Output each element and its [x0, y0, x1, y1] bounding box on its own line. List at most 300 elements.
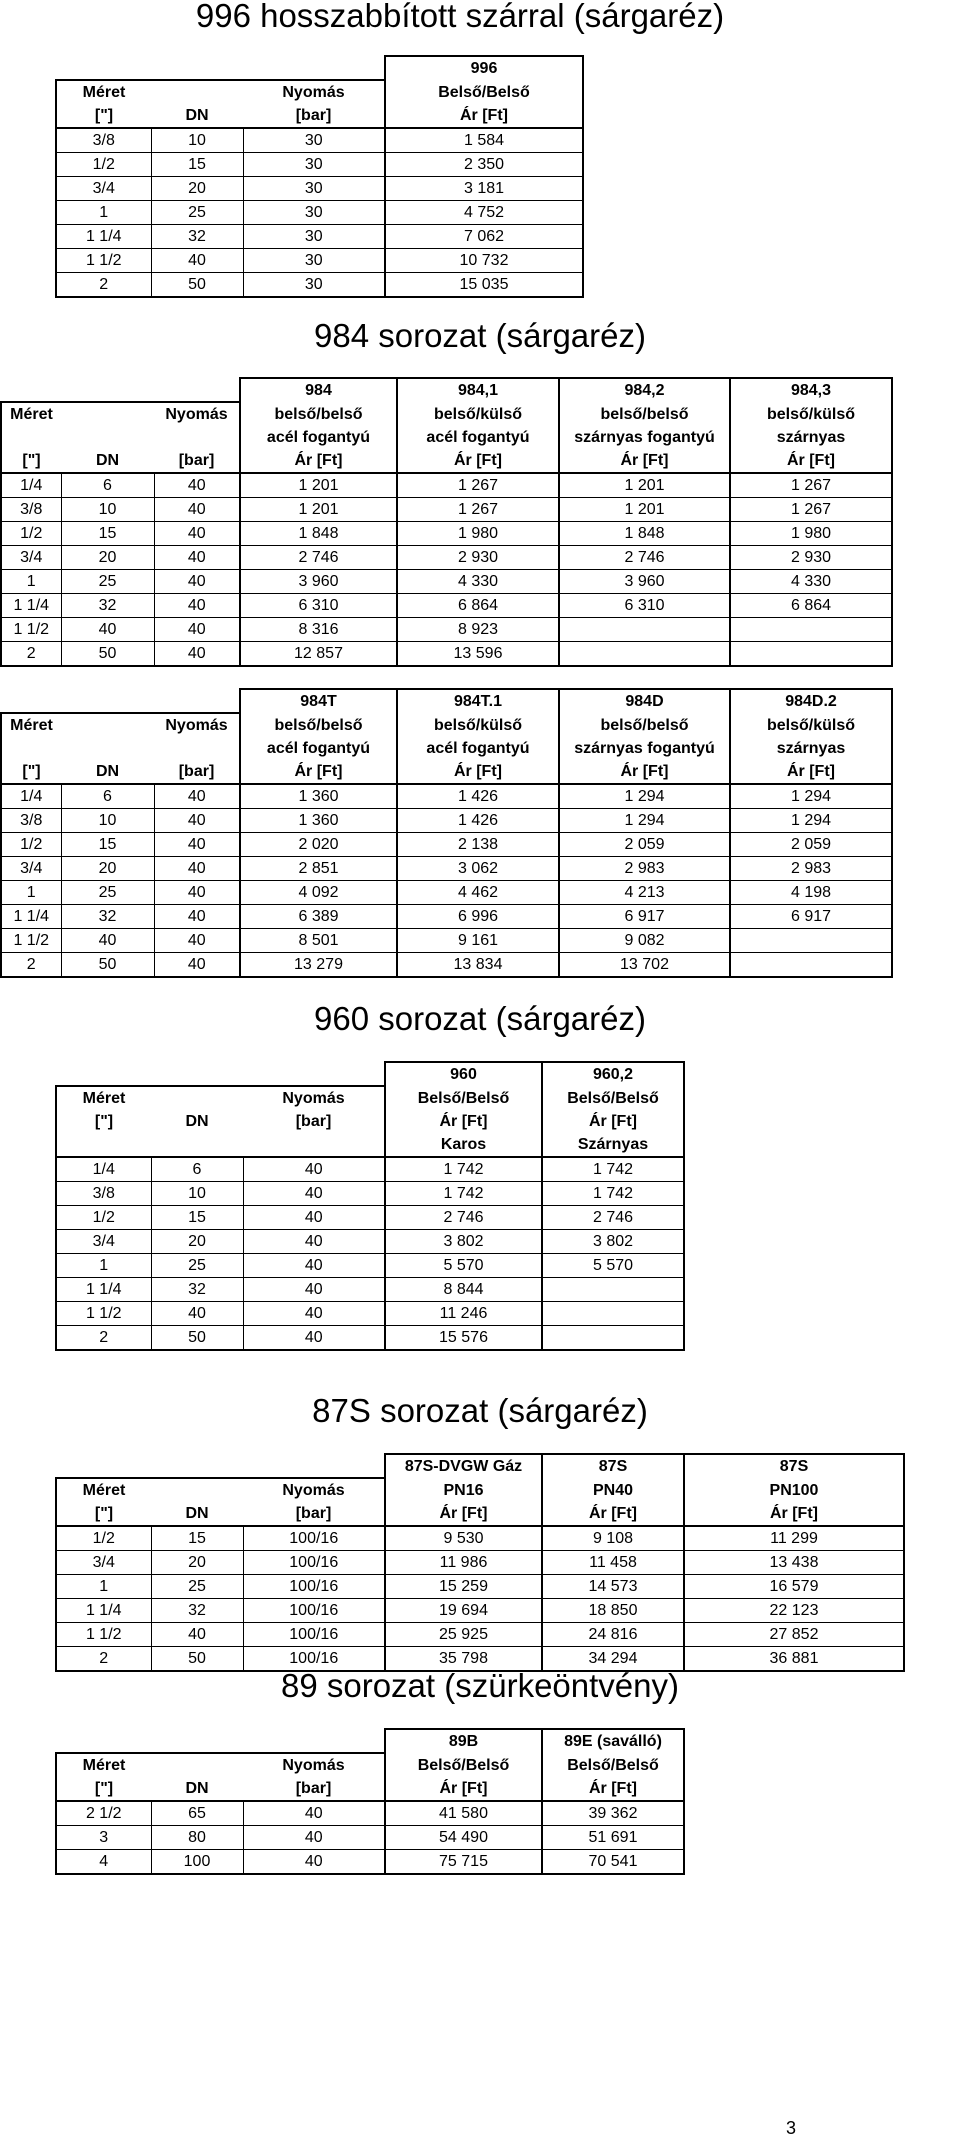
- header-cell: [151, 1478, 243, 1502]
- header-cell: [bar]: [243, 104, 385, 128]
- header-row: [56, 1753, 684, 1777]
- table-cell: 20: [151, 177, 243, 201]
- table-cell: 100/16: [243, 1647, 385, 1672]
- header-cell: acél fogantyú: [240, 737, 397, 760]
- table-row: [1, 953, 892, 978]
- table-cell: 8 501: [240, 929, 397, 953]
- table-cell: 2 983: [730, 857, 892, 881]
- table-cell: 2 138: [397, 833, 559, 857]
- table-cell: 6: [61, 473, 154, 498]
- table-cell: 100/16: [243, 1526, 385, 1551]
- header-cell: Belső/Belső: [542, 1086, 684, 1110]
- table-cell: [730, 618, 892, 642]
- table-cell: 10: [151, 1182, 243, 1206]
- table-cell: 100/16: [243, 1623, 385, 1647]
- table-cell: 1/2: [1, 833, 61, 857]
- header-cell: Belső/Belső: [385, 1753, 542, 1777]
- table-cell: 70 541: [542, 1850, 684, 1875]
- table-cell: 50: [61, 953, 154, 978]
- header-cell: Szárnyas: [542, 1133, 684, 1157]
- table-cell: [542, 1326, 684, 1351]
- header-cell: ["]: [56, 1777, 151, 1801]
- header-cell: Ár [Ft]: [385, 1502, 542, 1526]
- table-cell: 32: [151, 225, 243, 249]
- header-cell: 984: [240, 378, 397, 402]
- table-cell: 6 310: [559, 594, 730, 618]
- table-cell: 8 923: [397, 618, 559, 642]
- table-cell: 1 1/2: [1, 929, 61, 953]
- header-row: [56, 80, 583, 104]
- header-cell: 984,1: [397, 378, 559, 402]
- table-cell: 30: [243, 128, 385, 153]
- table-cell: 2: [56, 273, 151, 298]
- table-row: [56, 1623, 904, 1647]
- table-cell: 10: [61, 498, 154, 522]
- header-cell: 89E (saválló): [542, 1729, 684, 1753]
- table-cell: 1 1/4: [56, 1278, 151, 1302]
- table-cell: 1 848: [240, 522, 397, 546]
- header-cell: [243, 1454, 385, 1478]
- header-cell: Ár [Ft]: [730, 760, 892, 784]
- table-cell: 1 1/4: [1, 594, 61, 618]
- table-cell: 2 983: [559, 857, 730, 881]
- table-cell: 1/4: [1, 784, 61, 809]
- table-cell: 50: [151, 273, 243, 298]
- table-cell: 3/4: [56, 177, 151, 201]
- header-cell: [56, 1729, 151, 1753]
- table-cell: 32: [151, 1599, 243, 1623]
- table-cell: 30: [243, 249, 385, 273]
- table-cell: 50: [151, 1647, 243, 1672]
- table-cell: 40: [154, 642, 240, 667]
- table-cell: 19 694: [385, 1599, 542, 1623]
- table-cell: 1 742: [385, 1182, 542, 1206]
- table-cell: 40: [154, 546, 240, 570]
- table-cell: 13 834: [397, 953, 559, 978]
- table-row: [56, 1599, 904, 1623]
- table-cell: 40: [61, 929, 154, 953]
- table-row: [1, 522, 892, 546]
- header-cell: Méret: [1, 713, 61, 737]
- header-cell: Ár [Ft]: [542, 1110, 684, 1133]
- table-cell: 2 350: [385, 153, 583, 177]
- table-cell: 4 462: [397, 881, 559, 905]
- table-cell: 3/4: [56, 1230, 151, 1254]
- table-cell: 11 986: [385, 1551, 542, 1575]
- header-cell: [bar]: [243, 1777, 385, 1801]
- header-cell: [154, 426, 240, 449]
- table-cell: 40: [243, 1182, 385, 1206]
- table-cell: 13 438: [684, 1551, 904, 1575]
- table-cell: 6 864: [397, 594, 559, 618]
- header-cell: acél fogantyú: [240, 426, 397, 449]
- table-cell: 2 059: [559, 833, 730, 857]
- table-cell: [542, 1278, 684, 1302]
- table-cell: 6 996: [397, 905, 559, 929]
- table-cell: 40: [154, 953, 240, 978]
- table-row: [56, 1575, 904, 1599]
- header-cell: Nyomás: [243, 1478, 385, 1502]
- header-row: [56, 1133, 684, 1157]
- table-cell: 75 715: [385, 1850, 542, 1875]
- table-row: [56, 1278, 684, 1302]
- table-cell: 3/8: [1, 498, 61, 522]
- table-cell: 11 299: [684, 1526, 904, 1551]
- table-cell: 25 925: [385, 1623, 542, 1647]
- header-cell: Ár [Ft]: [385, 104, 583, 128]
- table-row: [56, 1206, 684, 1230]
- table-cell: 6 917: [559, 905, 730, 929]
- header-cell: szárnyas: [730, 426, 892, 449]
- header-cell: [1, 426, 61, 449]
- header-cell: [61, 426, 154, 449]
- table-cell: 1 1/2: [56, 1623, 151, 1647]
- header-cell: belső/külső: [730, 402, 892, 426]
- table-cell: 40: [243, 1850, 385, 1875]
- table-cell: 6 864: [730, 594, 892, 618]
- header-row: [56, 1478, 904, 1502]
- header-row: [56, 1062, 684, 1086]
- header-cell: 960: [385, 1062, 542, 1086]
- table-cell: 4: [56, 1850, 151, 1875]
- table-cell: 40: [243, 1801, 385, 1826]
- table-row: [56, 1326, 684, 1351]
- header-cell: Nyomás: [243, 80, 385, 104]
- header-cell: [61, 737, 154, 760]
- table-cell: 27 852: [684, 1623, 904, 1647]
- header-cell: ["]: [1, 449, 61, 473]
- header-cell: Ár [Ft]: [240, 760, 397, 784]
- table-cell: 80: [151, 1826, 243, 1850]
- table-cell: 4 330: [730, 570, 892, 594]
- header-cell: [bar]: [243, 1502, 385, 1526]
- table-cell: [730, 642, 892, 667]
- header-cell: [243, 1062, 385, 1086]
- header-cell: Ár [Ft]: [385, 1110, 542, 1133]
- table-cell: 6 310: [240, 594, 397, 618]
- table-cell: 1: [56, 1254, 151, 1278]
- table-cell: 40: [151, 1623, 243, 1647]
- table-cell: 30: [243, 177, 385, 201]
- header-row: [1, 760, 892, 784]
- table-cell: 15: [61, 833, 154, 857]
- table-cell: 1 360: [240, 784, 397, 809]
- header-cell: Méret: [1, 402, 61, 426]
- table-cell: 1 267: [397, 473, 559, 498]
- header-cell: Nyomás: [243, 1753, 385, 1777]
- price-table-996: [55, 55, 584, 298]
- table-row: [1, 473, 892, 498]
- header-cell: Méret: [56, 1478, 151, 1502]
- header-cell: Ár [Ft]: [684, 1502, 904, 1526]
- table-cell: 1 201: [559, 498, 730, 522]
- header-row: [56, 1777, 684, 1801]
- header-cell: ["]: [56, 104, 151, 128]
- table-row: [56, 1801, 684, 1826]
- table-cell: 1 1/4: [56, 225, 151, 249]
- table-row: [56, 153, 583, 177]
- table-cell: 1/4: [56, 1157, 151, 1182]
- table-cell: 40: [154, 784, 240, 809]
- header-cell: [61, 689, 154, 713]
- header-cell: belső/külső: [397, 713, 559, 737]
- header-cell: [243, 56, 385, 80]
- table-cell: 4 752: [385, 201, 583, 225]
- table-cell: 3/4: [56, 1551, 151, 1575]
- table-cell: 40: [243, 1826, 385, 1850]
- table-cell: 3/4: [1, 857, 61, 881]
- header-cell: 89B: [385, 1729, 542, 1753]
- header-cell: Méret: [56, 80, 151, 104]
- table-cell: 1/2: [56, 1526, 151, 1551]
- table-cell: 3: [56, 1826, 151, 1850]
- table-row: [56, 1826, 684, 1850]
- header-cell: PN100: [684, 1478, 904, 1502]
- table-cell: [559, 642, 730, 667]
- header-cell: [bar]: [295, 1113, 332, 1130]
- table-cell: 6 389: [240, 905, 397, 929]
- header-cell: 87S: [684, 1454, 904, 1478]
- table-cell: 40: [154, 881, 240, 905]
- table-row: [1, 857, 892, 881]
- table-cell: 1 201: [240, 473, 397, 498]
- header-row: [56, 1086, 684, 1110]
- header-row: [1, 426, 892, 449]
- table-cell: 15 259: [385, 1575, 542, 1599]
- table-cell: 2: [56, 1326, 151, 1351]
- table-cell: 6: [61, 784, 154, 809]
- table-cell: 32: [151, 1278, 243, 1302]
- header-cell: DN: [151, 1502, 243, 1526]
- header-cell: belső/külső: [397, 402, 559, 426]
- table-cell: 1 294: [730, 784, 892, 809]
- table-cell: 40: [154, 809, 240, 833]
- table-cell: 25: [61, 570, 154, 594]
- table-row: [1, 618, 892, 642]
- header-cell: [151, 1729, 243, 1753]
- table-cell: 1 426: [397, 784, 559, 809]
- table-row: [56, 225, 583, 249]
- table-cell: 2 851: [240, 857, 397, 881]
- header-cell: [1, 378, 61, 402]
- table-cell: 2 746: [385, 1206, 542, 1230]
- header-cell: Nyomás: [154, 713, 240, 737]
- table-cell: 6 917: [730, 905, 892, 929]
- table-cell: 16 579: [684, 1575, 904, 1599]
- table-cell: 40: [243, 1230, 385, 1254]
- table-cell: 14 573: [542, 1575, 684, 1599]
- table-cell: [730, 929, 892, 953]
- header-cell: [154, 689, 240, 713]
- header-cell: [243, 1729, 385, 1753]
- table-row: [56, 1230, 684, 1254]
- table-cell: 100/16: [243, 1551, 385, 1575]
- header-cell: 984,2: [559, 378, 730, 402]
- table-cell: 25: [151, 1254, 243, 1278]
- table-cell: 1 980: [730, 522, 892, 546]
- table-cell: 4 330: [397, 570, 559, 594]
- table-cell: 32: [61, 905, 154, 929]
- table-cell: 40: [154, 618, 240, 642]
- table-cell: 1 267: [730, 498, 892, 522]
- table-cell: 12 857: [240, 642, 397, 667]
- table-cell: 9 530: [385, 1526, 542, 1551]
- table-cell: 7 062: [385, 225, 583, 249]
- table-row: [56, 249, 583, 273]
- table-cell: 1 267: [730, 473, 892, 498]
- table-cell: 15: [151, 1526, 243, 1551]
- table-cell: 3 960: [240, 570, 397, 594]
- header-cell: [61, 713, 154, 737]
- table-row: [1, 881, 892, 905]
- table-cell: 9 082: [559, 929, 730, 953]
- header-cell: DN: [185, 1113, 209, 1130]
- table-cell: 1 201: [240, 498, 397, 522]
- header-cell: Belső/Belső: [385, 1086, 542, 1110]
- table-cell: 1/2: [1, 522, 61, 546]
- header-cell: acél fogantyú: [397, 426, 559, 449]
- table-cell: 40: [243, 1278, 385, 1302]
- header-cell: PN40: [542, 1478, 684, 1502]
- header-cell: 996: [385, 56, 583, 80]
- table-cell: 41 580: [385, 1801, 542, 1826]
- table-cell: 2: [1, 642, 61, 667]
- table-row: [1, 570, 892, 594]
- table-cell: [559, 618, 730, 642]
- header-cell: Belső/Belső: [385, 80, 583, 104]
- table-cell: 5 570: [542, 1254, 684, 1278]
- header-cell: Ár [Ft]: [730, 449, 892, 473]
- header-cell: szárnyas: [730, 737, 892, 760]
- table-cell: 2 020: [240, 833, 397, 857]
- table-cell: 15: [151, 1206, 243, 1230]
- header-cell: [61, 378, 154, 402]
- table-cell: 1 1/2: [1, 618, 61, 642]
- table-cell: 20: [61, 546, 154, 570]
- header-cell: [1, 737, 61, 760]
- table-row: [1, 594, 892, 618]
- header-cell: [56, 1062, 151, 1086]
- table-cell: 3 802: [542, 1230, 684, 1254]
- table-cell: 25: [151, 201, 243, 225]
- header-cell: Nyomás: [154, 402, 240, 426]
- table-cell: 4 198: [730, 881, 892, 905]
- table-cell: 51 691: [542, 1826, 684, 1850]
- table-cell: 40: [154, 473, 240, 498]
- header-cell: 87S-DVGW Gáz: [385, 1454, 542, 1478]
- header-cell: 984,3: [730, 378, 892, 402]
- table-cell: 100: [151, 1850, 243, 1875]
- table-cell: 30: [243, 201, 385, 225]
- table-row: [56, 1157, 684, 1182]
- table-cell: 2 746: [542, 1206, 684, 1230]
- table-cell: 40: [154, 905, 240, 929]
- table-cell: 11 246: [385, 1302, 542, 1326]
- table-cell: 3 802: [385, 1230, 542, 1254]
- table-cell: 2 1/2: [56, 1801, 151, 1826]
- header-cell: 984D.2: [730, 689, 892, 713]
- table-cell: 100/16: [243, 1575, 385, 1599]
- header-row: [1, 713, 892, 737]
- section-title-996: 996 hosszabbított szárral (sárgaréz): [195, 0, 725, 34]
- table-cell: 15: [151, 153, 243, 177]
- header-cell: 984T.1: [397, 689, 559, 713]
- price-table-960: [55, 1061, 685, 1351]
- table-cell: 2: [56, 1647, 151, 1672]
- header-cell: [151, 1454, 243, 1478]
- table-cell: 2 930: [397, 546, 559, 570]
- table-cell: 40: [243, 1302, 385, 1326]
- header-cell: [56, 1454, 151, 1478]
- table-cell: 2 930: [730, 546, 892, 570]
- header-row: [56, 1502, 904, 1526]
- table-cell: 40: [151, 249, 243, 273]
- table-cell: 32: [61, 594, 154, 618]
- header-cell: 87S: [542, 1454, 684, 1478]
- table-cell: 13 702: [559, 953, 730, 978]
- header-row: [56, 104, 583, 128]
- header-cell: [151, 1753, 243, 1777]
- table-cell: 1/2: [56, 1206, 151, 1230]
- table-cell: [542, 1302, 684, 1326]
- header-cell: [61, 402, 154, 426]
- header-cell: [154, 378, 240, 402]
- table-cell: 65: [151, 1801, 243, 1826]
- price-table-87s: [55, 1453, 905, 1672]
- table-cell: 1: [1, 570, 61, 594]
- header-cell: PN16: [385, 1478, 542, 1502]
- header-cell: 984D: [559, 689, 730, 713]
- table-cell: 40: [154, 498, 240, 522]
- table-cell: 6: [151, 1157, 243, 1182]
- header-cell: DN: [61, 449, 154, 473]
- header-row: [1, 402, 892, 426]
- table-cell: 10: [151, 128, 243, 153]
- table-cell: 40: [154, 594, 240, 618]
- table-cell: 1 426: [397, 809, 559, 833]
- header-cell: [56, 1133, 151, 1157]
- table-cell: 13 279: [240, 953, 397, 978]
- table-cell: 1 267: [397, 498, 559, 522]
- table-row: [1, 784, 892, 809]
- table-cell: 3 181: [385, 177, 583, 201]
- header-cell: [bar]: [154, 449, 240, 473]
- table-cell: 1 742: [542, 1182, 684, 1206]
- table-cell: 8 844: [385, 1278, 542, 1302]
- table-cell: 8 316: [240, 618, 397, 642]
- table-cell: 40: [243, 1254, 385, 1278]
- table-row: [56, 273, 583, 298]
- table-cell: 40: [243, 1157, 385, 1182]
- table-row: [56, 1526, 904, 1551]
- table-cell: 18 850: [542, 1599, 684, 1623]
- table-cell: 20: [151, 1551, 243, 1575]
- header-cell: [1, 689, 61, 713]
- table-row: [56, 1182, 684, 1206]
- header-cell: [243, 1133, 385, 1157]
- table-cell: 1 848: [559, 522, 730, 546]
- table-cell: 3/8: [1, 809, 61, 833]
- table-row: [56, 128, 583, 153]
- table-cell: 3/4: [1, 546, 61, 570]
- table-cell: 1: [1, 881, 61, 905]
- header-cell: Ár [Ft]: [542, 1502, 684, 1526]
- table-cell: 1: [56, 1575, 151, 1599]
- header-row: [56, 1454, 904, 1478]
- table-cell: 40: [154, 929, 240, 953]
- header-row: [56, 1729, 684, 1753]
- header-cell: belső/belső: [240, 402, 397, 426]
